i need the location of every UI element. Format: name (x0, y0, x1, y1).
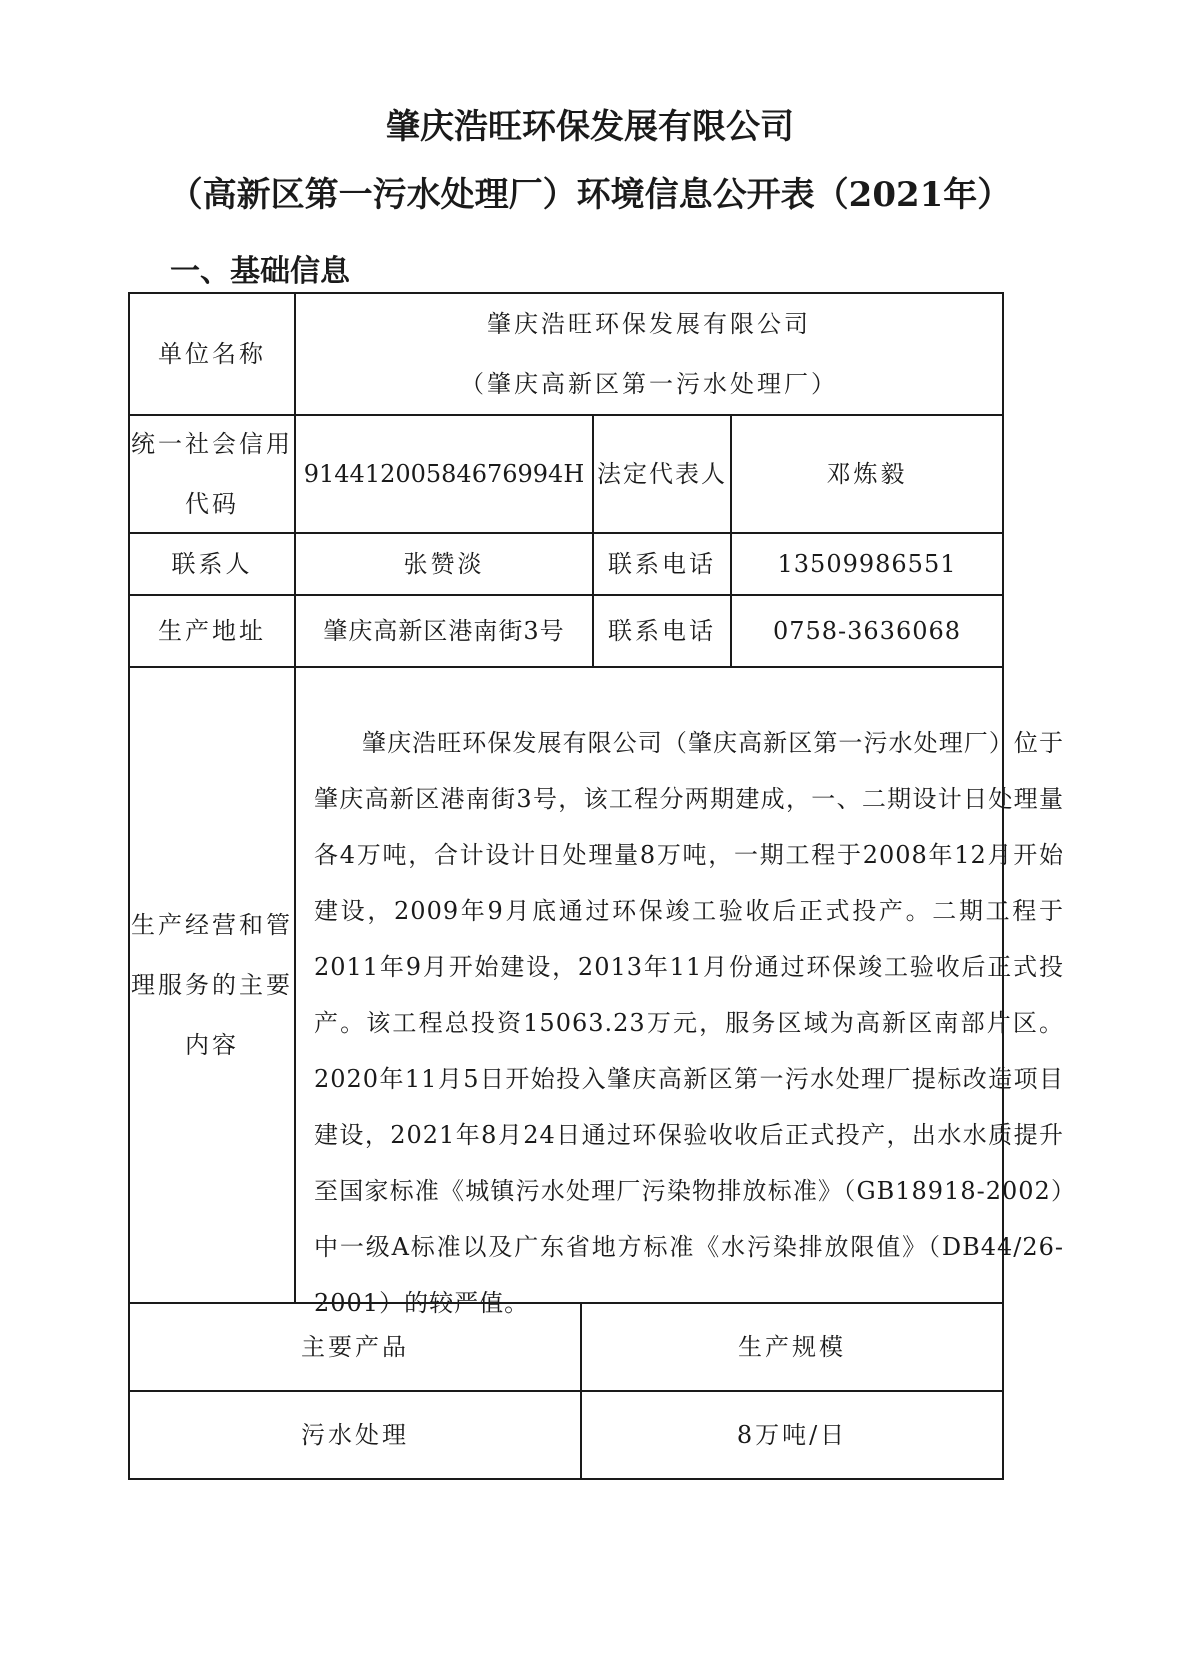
unit-name-line2: （肇庆高新区第一污水处理厂） (460, 370, 838, 398)
credit-code-value: 91441200584676994H (303, 460, 585, 488)
product-name: 污水处理 (301, 1421, 409, 1449)
products-header-scale: 生产规模 (738, 1333, 846, 1361)
unit-name-value (296, 294, 1002, 414)
main-content-label-line2: 理服务的主要 (131, 971, 293, 999)
section-heading: 一、基础信息 (170, 254, 350, 289)
unit-name-line1: 肇庆浩旺环保发展有限公司 (487, 310, 811, 338)
phone-label-2: 联系电话 (608, 617, 716, 645)
credit-code-label-line2: 代码 (185, 490, 239, 518)
phone-value-1: 13509986551 (777, 550, 957, 578)
phone-label-1: 联系电话 (608, 550, 716, 578)
credit-code-label (130, 416, 294, 532)
unit-name-label: 单位名称 (158, 340, 266, 368)
main-content-text: 肇庆浩旺环保发展有限公司（肇庆高新区第一污水处理厂）位于肇庆高新区港南街3号，该工程分两期建成，一、二期设计日处理量各4万吨，合计设计日处理量8万吨，一期工程于2008年12月开始建设，2009年9月底通过环保竣工验收后正式投产。二期工程于2011年9月开始建设，2013年11月份通过环保竣工验收后正式投产。该工程总投资15063.23万元，服务区域为高新区南部片区。2020年11月5日开始投入肇庆高新区第一污水处理厂提标改造项目建设，2021年8月24日通过环保验收收后正式投产，出水水质提升至国家标准《城镇污水处理厂污染物排放标准》（GB18918-2002）中一级A标准以及广东省地方标准《水污染排放限值》（DB44/26-2001）的较严值。 (314, 729, 1064, 1317)
phone-value-2: 0758-3636068 (772, 617, 962, 645)
main-content-label (130, 668, 294, 1302)
main-content-label-line1: 生产经营和管 (131, 911, 293, 939)
product-scale: 8万吨/日 (736, 1421, 848, 1449)
main-content-label-line3: 内容 (185, 1031, 239, 1059)
products-header-product: 主要产品 (301, 1333, 409, 1361)
document-title: 肇庆浩旺环保发展有限公司 (386, 107, 794, 147)
contact-value: 张赞淡 (403, 550, 485, 578)
legal-rep-label: 法定代表人 (597, 460, 727, 488)
document-subtitle: （高新区第一污水处理厂）环境信息公开表（2021年） (168, 175, 1012, 215)
credit-code-label-line1: 统一社会信用 (131, 430, 293, 458)
contact-label: 联系人 (171, 550, 253, 578)
legal-rep-value: 邓炼毅 (826, 460, 908, 488)
address-label: 生产地址 (158, 617, 266, 645)
address-value: 肇庆高新区港南街3号 (323, 617, 565, 645)
